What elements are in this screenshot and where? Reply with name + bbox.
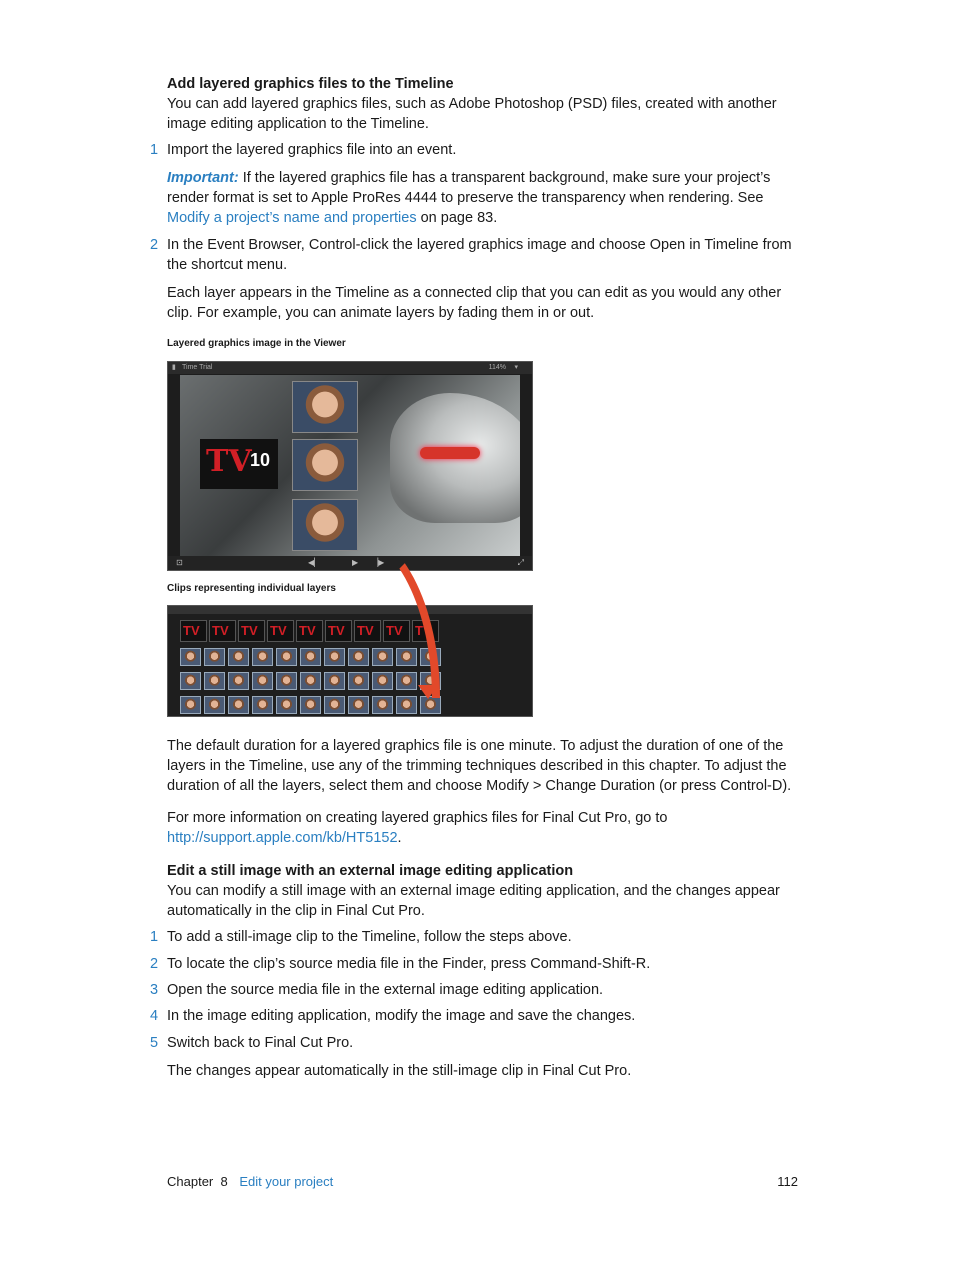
step-text: Switch back to Final Cut Pro. [167,1035,354,1051]
logo-clip: TV [325,620,352,642]
step-text: To add a still-image clip to the Timeline, follow the steps above. [167,929,572,945]
skip-back-icon: ◀▏ [308,558,321,567]
more-info-paragraph [167,808,797,848]
important-text: If the layered graphics file has a transparent background, make sure your project’s render format is set to Apple ProRes 4444 to preserve the transparency when rendering. See [167,170,771,206]
step-number: 2 [150,237,159,253]
step-number: 2 [150,956,159,972]
logo-tv: TV [206,444,252,479]
fullscreen-icon: ⤢ [517,558,524,567]
logo-clip: TV [209,620,236,642]
portrait-clip-row [180,696,441,714]
film-icon: ▮ [172,364,176,371]
layer-portrait [292,439,358,491]
footer-chapter [167,1173,333,1191]
step-detail: Each layer appears in the Timeline as a connected clip that you can edit as you would any other clip. For example, you can animate layers by fading them in or out. [167,285,782,321]
step-text: In the image editing application, modify the image and save the changes. [167,1008,636,1024]
section-intro-layered: You can add layered graphics files, such as Adobe Photoshop (PSD) files, created with another image editing application to the Timeline. [167,96,777,132]
play-icon: ▶ [352,558,359,567]
logo-clip: TV [180,620,207,642]
section-intro-still-image: You can modify a still image with an external image editing application, and the changes appear automatically in the clip in Final Cut Pro. [167,883,780,919]
project-properties-link[interactable]: Modify a project’s name and properties [167,210,417,226]
crop-icon: ⊡ [176,558,183,567]
logo-clip: TV [267,620,294,642]
step-text: In the Event Browser, Control-click the layered graphics image and choose Open in Timeline from the shortcut menu. [167,237,792,273]
tv10-logo [200,439,278,489]
important-label: Important: [167,170,239,186]
step-number: 5 [150,1035,159,1051]
viewer-title: Time Trial [182,364,213,371]
viewer-zoom: 114% [488,364,506,371]
figure-caption-viewer: Layered graphics image in the Viewer [167,338,346,349]
chapter-link[interactable]: Edit your project [239,1174,334,1189]
step-text: Open the source media file in the external image editing application. [167,982,604,998]
step-number: 3 [150,982,159,998]
logo-clip: TV [296,620,323,642]
support-link[interactable]: http://support.apple.com/kb/HT5152 [167,830,398,846]
important-note [167,168,797,228]
page-number: 112 [777,1174,798,1189]
step-text: To locate the clip’s source media file in the Finder, press Command-Shift-R. [167,956,651,972]
important-tail: on page 83. [416,210,498,226]
logo-clip: TV [412,620,439,642]
chapter-label: Chapter 8 [167,1174,228,1189]
callout-arrowhead [418,685,438,699]
layer-portrait [292,499,358,551]
car-taillight [420,447,480,459]
logo-number: 10 [250,450,271,470]
layer-portrait [292,381,358,433]
figure-caption-clips: Clips representing individual layers [167,583,336,594]
section-heading-still-image: Edit a still image with an external image editing application [167,863,574,879]
logo-clip: TV [383,620,410,642]
more-info-tail: . [397,830,402,846]
step-text: Import the layered graphics file into an event. [167,142,457,158]
viewer-title-bar [168,362,532,374]
logo-clip: TV [238,620,265,642]
more-info-text: For more information on creating layered graphics files for Final Cut Pro, go to [167,810,668,826]
section-heading-layered: Add layered graphics files to the Timeline [167,76,454,92]
chevron-down-icon: ▾ [514,364,518,371]
closing-paragraph: The changes appear automatically in the still-image clip in Final Cut Pro. [167,1063,632,1079]
step-number: 1 [150,142,159,158]
step-number: 4 [150,1008,159,1024]
step-number: 1 [150,929,159,945]
duration-paragraph: The default duration for a layered graphics file is one minute. To adjust the duration of one of the layers in the Timeline, use any of the trimming techniques described in this chapter. To adjust the duration of all the layers, select them and choose Modify > Change Duration (or press Control-D). [167,738,792,794]
skip-forward-icon: ▕▶ [372,558,385,567]
logo-clip: TV [354,620,381,642]
